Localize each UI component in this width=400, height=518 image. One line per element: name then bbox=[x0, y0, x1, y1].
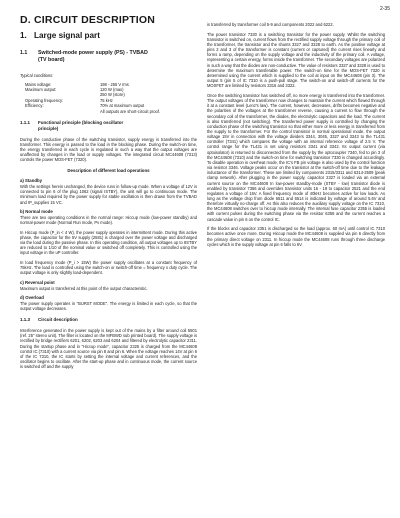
load-operations-heading: Description of different load operations bbox=[67, 168, 150, 174]
spec-row bbox=[25, 109, 160, 114]
functional-principle-paragraph: During the conductive phase of the switching transistor, supply energy is transferred into the transformer. This energy is passed to the load in the blocking phase. During the switch-on time, the energy transferred in each cycle is regulated in such a way that the output voltages are unaffected by changes in the load or supply voltages. The integrated circuit MC44608 (7313) controls the power MOS-FET (7320). bbox=[20, 136, 197, 163]
normal-mode-heading: b) Normal mode bbox=[20, 209, 53, 215]
subsection-1-1-1-title-line2: principle) bbox=[38, 125, 59, 131]
right-paragraph-3: Once the switching transistor has switched off, no more energy is transferred into the transformer. The output voltages of the transformer now changes to maintain the current which flowed through it at a constant level (Lenz's law). The current, however, decreases, drifts becomes negative and the polarities of the voltages at the transformer reverse, causing a current to flow through the secondary coil of the transformer, the diodes, the electrolytic capacitors and the load. The current is also transferred (not switching). The transferred power supply is controlled by changing the conduction phase of the switching transistor so that either more or less energy is transferred from the supply to the transformer. For the control transistor in normal operational mode, the output voltage 15V in connection with the voltage dividers 3344, 3045, 3327 and 3343 to the TL431 controller (7341) which compares the voltage with an internal reference voltage of 2.5 V. The control range for the TL431 is set using resistors 3341 and 3342. Its output current (via optoisolator) is returned to disconnected from the supply by the optocoupler 7340, fed to pin 3 of the MC44608 (7310) and the switch-on time for switching transistor 7330 is changed accordingly. To disable operation in overheat mode, the IC's FB pin voltage is also used by the control function via resistor 3346. Voltage peaks occur on the transistor at the switch-off time due to the leakage inductance of the transformer. These are limited by components 2315/3311 and 6314-2509 (peak clamp network). After plugging in the power supply, capacitor 2327 is loaded via an external current source on the MC44608 In low-power standby-mode (STBY - low) transistor diode is enabled by transistor 7356 and overrides transistor units 16 - 18 to capacitor 2521 and the end regulates a voltage of 16V. A fixed frequency mode of 40kHz becomes active for low loads. As long as the voltage drop from diode 6511 and 6514 is indicated by voltage of around 5.6V and therefore virtually no-charge off. As this also reduces the auxiliary supply voltage on the IC 7310, the MC44608 switches over to hiccup mode internally. The internal fuse capacitor 2355 is loaded with current pulses during the switching phase via the resistor 6358 and the current reaches a cascade value in pin 6 on the control IC. bbox=[207, 92, 385, 222]
spec-label: Mains voltage: bbox=[25, 81, 52, 87]
subsection-1-1-title-line2: (TV board) bbox=[38, 56, 65, 63]
subsection-1-1-3-heading bbox=[20, 317, 197, 323]
overload-heading: d) Overload bbox=[20, 295, 44, 301]
spec-value: 120 W (max) bbox=[100, 86, 124, 92]
right-paragraph-2: The power transistor 7330 is a switching transistor for the power supply. Whilst the switching transistor is switched on, current flows from the rectified supply voltage through the primary coil of the transformer, the transistor and the shunts 3327 and 3328 to earth. As the positive voltage at pins 2 and 3 of the transformer is constant (current or captured) the current rises linearly and forms a ramp, depending on the supply voltage and the inductivity of the primary coil. A voltage, representing a certain energy, forms inside the transformer. The secondary voltages are polarized in such a way that the diodes are non-conductive. The value of resistors 3327 and 3328 is used to determine the maximum transferable power. The switch-on time for the MOS-FET 7320 is determined using the current which is supplied to the coil at input on the MC44608 (pin 3). The output 5 (pin 5 of IC 7310 is a push-pull stage. The switch-on and switch-off currents for the MOSFET are limited by resistors 3316 and 3322. bbox=[207, 31, 385, 89]
subsection-1-1-1-title: Functional principle (blocking oscillator bbox=[38, 119, 124, 125]
right-paragraph-1: is transferred by transformer coil 5-9 and components 2022 and 6222. bbox=[207, 22, 334, 27]
spec-label: Maximum output: bbox=[25, 86, 57, 92]
load-frequency-paragraph: In load frequency mode (P_i > 15W) the power supply oscillates at a constant frequency of 75kHz. The load is controlled using the switch-on or switch-off time = frequency x duty cycle. The output voltage is only slightly load-dependent. bbox=[20, 260, 197, 276]
subsection-1-1-heading bbox=[20, 50, 197, 63]
circuit-description-paragraph: Interference generated in the power supply is kept out of the mains by a filter around coil 5501 (ref. 25" stereo unit). The filter is located on the MFBWD sub printed board). The supply voltage is rectified by bridge rectifiers 6201, 6202, 6203 and 6204 and filtered by electrolytic capacitor 2311. During the startup phase and in "Hiccup mode", capacitor 2325 is charged from the MC44608 control IC (7310) with a current source via pin 8 and pin 6. When the voltage reaches 14V at pin 6 of the IC 7310, the IC starts by setting the internal voltage and current references, and the oscillator begins to oscillate. After the start-up phase and in continuous mode, the current source is switched off and the supply bbox=[20, 328, 197, 370]
spec-value: 250 W (store) bbox=[100, 92, 125, 98]
spec-label: Operating frequency: bbox=[25, 97, 64, 103]
subsection-1-1-title: Switched-mode power supply (PS) - TVBAD bbox=[38, 50, 148, 57]
subsection-1-1-1-number: 1.1.1 bbox=[20, 119, 31, 125]
section-number: 1. bbox=[20, 31, 27, 40]
right-paragraph-4: If the blocks and capacitor 2351 is discharged so the load (approx. 60 mA) until control IC 7310 becomes active once more. During Hiccup mode the MC44608 is supplied via pin 6 directly from the primary direct voltage on 2311. In hiccup mode the MC44608 runs through three discharge cycles which is the supply voltage at pin 6 falls to 6V. bbox=[207, 226, 385, 247]
right-column bbox=[207, 22, 385, 251]
specs-table bbox=[25, 82, 160, 114]
normal-mode-paragraph: There are two operating conditions in the normal range: Hiccup mode (low-power standby) and normal-power mode (Normal Run mode, Pv mode). bbox=[20, 214, 197, 226]
standby-heading: a) Standby bbox=[20, 178, 42, 184]
subsection-1-1-number: 1.1 bbox=[20, 50, 28, 57]
left-column bbox=[20, 29, 197, 374]
section-title: Large signal part bbox=[34, 31, 100, 40]
spec-value: 75 kHz bbox=[100, 97, 113, 103]
reversal-point-paragraph: Maximum output is transferred at this point of the output characteristic. bbox=[20, 285, 148, 291]
reversal-point-heading: c) Reversal point bbox=[20, 279, 55, 285]
subsection-1-1-3-number: 1.1.3 bbox=[20, 317, 31, 323]
chapter-title: D. CIRCUIT DESCRIPTION bbox=[20, 14, 156, 26]
spec-value: 198 - 255 V rms bbox=[100, 81, 129, 87]
hiccup-mode-paragraph: In Hiccup mode (P_in < 4 W), the power supply operates in intermittent mode. During this active phase, the capacitor for the 5V supply (2581) is charged over the power voltage and discharged via the load during the passive phase. In this operating condition, all output voltages up to 8STBY are reduced to 1/10 of the nominal value or switched off completely. This is controlled using the input voltage in the uP controller. bbox=[20, 229, 197, 256]
standby-paragraph: With the settings herein unchanged, the device runs in follow-up mode. When a voltage of 12V is connected to pin 6 of the plug 1062 (signal ISTBY), the unit will go to continuous mode. The minimum load required by the power supply for stable oscillation is then drawn from the TVBAD and IP_supplies 15 VC. bbox=[20, 184, 197, 205]
subsection-1-1-1-heading bbox=[20, 120, 197, 132]
subsection-1-1-3-title: Circuit description bbox=[38, 317, 78, 323]
typical-values-label: Typical conditions: bbox=[20, 73, 54, 79]
page-number: 2-35 bbox=[379, 6, 390, 12]
specs-note: All outputs are short-circuit proof. bbox=[100, 108, 161, 114]
spec-label: Efficiency: bbox=[25, 103, 44, 109]
section-heading bbox=[20, 33, 197, 38]
spec-value: 70% at maximum output bbox=[100, 103, 145, 109]
overload-paragraph: The power supply operates in "BURST MODE". The energy is limited in each cycle, so that the output voltage decreases. bbox=[20, 300, 197, 312]
